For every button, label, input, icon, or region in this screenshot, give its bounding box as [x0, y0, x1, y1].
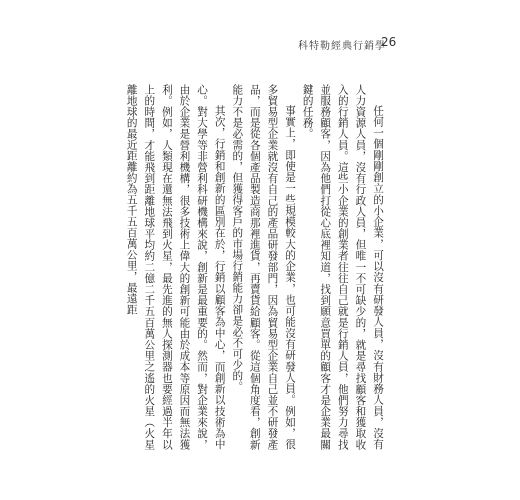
- body-text: [125, 84, 386, 450]
- running-header: 科特勒經典行銷學: [298, 41, 386, 52]
- paragraph-1: 任何一個剛剛創立的小企業，可以沒有研發人員，沒有財務人員，沒有人力資源人員，沒有行政人員，但唯一不可缺少的，就是尋找顧客和獲取收入的行銷人員。這些小企業的創業者往往自己就是行銷人員，他們努力尋找並服務顧客，因為他們打從心底裡知道，找到願意買單的顧客才是企業最關鍵的任務。: [301, 84, 384, 450]
- paragraph-3: 其次，行銷和創新的區別在於，行銷以顧客為中心，而創新以技術為中心。對大學等非營利科研機構來說，創新是最重要的。然而，對企業來說，由於企業是營利機構，很多技術上偉大的創新可能由於成本等原因而無法獲利。例如，人類現在還無法飛到火星，最先進的無人探測器也要經過半年以上的時間，才能飛到距離地球平均約二億二千五百萬公里之遙的火星（火星離地球的最近距離約為五千五百萬公里，最遠距: [125, 84, 226, 450]
- paragraph-2: 事實上，即使是一些規模較大的企業，也可能沒有研發人員。例如，很多貿易型企業就沒有自己的產品研發部門，因為貿易型企業自己並不研發產品，而是從各個產品製造商那裡進貨，再賣貨給顧客。從這個角度看，創新能力不是必需的，但獲得客戶的市場行銷能力卻是必不可少的。: [231, 84, 297, 450]
- page-number: 26: [381, 35, 397, 49]
